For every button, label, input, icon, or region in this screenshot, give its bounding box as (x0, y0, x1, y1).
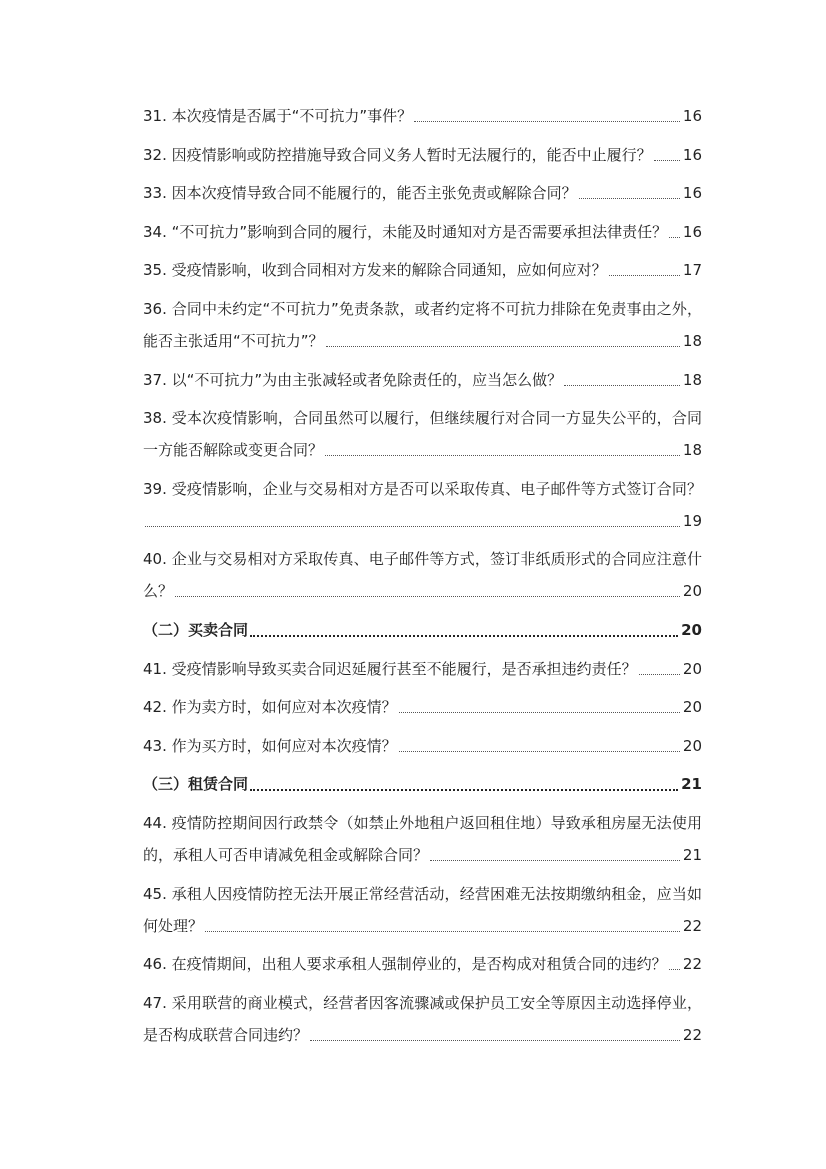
toc-entry-text: 35. 受疫情影响，收到合同相对方发来的解除合同通知，应如何应对？ (143, 261, 607, 280)
toc-entry-34 (143, 216, 702, 248)
toc-entry-text: 40. 企业与交易相对方采取传真、电子邮件等方式，签订非纸质形式的合同应注意什 (143, 550, 702, 569)
toc-page-number: 20 (681, 620, 702, 639)
toc-entry-text: 38. 受本次疫情影响，合同虽然可以履行，但继续履行对合同一方显失公平的，合同 (143, 409, 702, 428)
toc-page-number: 16 (682, 222, 702, 241)
toc-entry-42 (143, 691, 702, 723)
leader-dots (399, 730, 680, 752)
toc-page-number: 21 (681, 775, 702, 794)
leader-dots (579, 177, 680, 199)
toc-entry-41 (143, 653, 702, 685)
toc-page-number: 22 (682, 916, 702, 935)
leader-dots (639, 653, 680, 675)
toc-entry-text: 36. 合同中未约定“不可抗力”免责条款，或者约定将不可抗力排除在免责事由之外， (143, 299, 702, 318)
toc-page-number: 18 (682, 331, 702, 350)
toc-entry-47 (143, 987, 702, 1051)
toc-entry-38 (143, 402, 702, 466)
leader-dots (564, 364, 680, 386)
toc-entry-text: 能否主张适用“不可抗力”？ (143, 331, 324, 350)
toc-entry-43 (143, 730, 702, 762)
toc-entry-35 (143, 254, 702, 286)
leader-dots (399, 691, 680, 713)
toc-entry-32 (143, 139, 702, 171)
toc-entry-40 (143, 543, 702, 607)
toc-page-number: 22 (682, 955, 702, 974)
toc-entry-text: 何处理？ (143, 916, 204, 935)
toc-page-number: 22 (682, 1025, 702, 1044)
toc-entry-text: 33. 因本次疫情导致合同不能履行的，能否主张免责或解除合同？ (143, 184, 577, 203)
toc-entry-45 (143, 878, 702, 942)
toc-section-lease-contract (143, 768, 702, 800)
toc-page-number: 16 (682, 107, 702, 125)
toc-page-number: 21 (682, 845, 702, 864)
table-of-contents (143, 100, 702, 1057)
leader-dots (669, 948, 680, 970)
toc-entry-text: 39. 受疫情影响，企业与交易相对方是否可以采取传真、电子邮件等方式签订合同？ (143, 479, 702, 498)
toc-entry-text: 47. 采用联营的商业模式，经营者因客流骤减或保护员工安全等原因主动选择停业， (143, 993, 702, 1012)
leader-dots (430, 839, 680, 861)
leader-dots (175, 575, 680, 597)
toc-page-number: 18 (682, 370, 702, 389)
leader-dots (414, 100, 680, 122)
toc-entry-text: 是否构成联营合同违约？ (143, 1025, 309, 1044)
toc-page-number: 20 (682, 659, 702, 678)
toc-entry-text: 一方能否解除或变更合同？ (143, 441, 324, 460)
toc-entry-text: 么？ (143, 582, 174, 601)
toc-entry-37 (143, 364, 702, 396)
toc-entry-33 (143, 177, 702, 209)
toc-entry-text: 的，承租人可否申请减免租金或解除合同？ (143, 845, 429, 864)
toc-entry-text: 31. 本次疫情是否属于“不可抗力”事件？ (143, 107, 413, 125)
toc-entry-text: 32. 因疫情影响或防控措施导致合同义务人暂时无法履行的，能否中止履行？ (143, 145, 652, 164)
leader-dots (250, 614, 678, 637)
toc-page-number: 17 (682, 261, 702, 280)
leader-dots (205, 910, 680, 932)
toc-section-sales-contract (143, 614, 702, 646)
leader-dots (326, 325, 680, 347)
toc-page-number: 20 (682, 582, 702, 601)
toc-section-title: （三）租赁合同 (143, 775, 249, 794)
toc-page-number: 16 (682, 184, 702, 203)
toc-entry-text: 45. 承租人因疫情防控无法开展正常经营活动，经营困难无法按期缴纳租金，应当如 (143, 884, 702, 903)
toc-entry-text: 43. 作为买方时，如何应对本次疫情？ (143, 736, 397, 755)
leader-dots (669, 216, 680, 238)
toc-page-number: 20 (682, 698, 702, 717)
leader-dots (654, 139, 680, 161)
toc-entry-text: 37. 以“不可抗力”为由主张减轻或者免除责任的，应当怎么做？ (143, 370, 563, 389)
toc-entry-39 (143, 473, 702, 537)
leader-dots (609, 254, 680, 276)
toc-page-number: 19 (682, 511, 702, 530)
toc-page-number: 20 (682, 736, 702, 755)
toc-entry-36 (143, 293, 702, 357)
toc-entry-31 (143, 100, 702, 132)
toc-entry-text: 34. “不可抗力”影响到合同的履行，未能及时通知对方是否需要承担法律责任？ (143, 222, 668, 241)
leader-dots (325, 434, 680, 456)
toc-page-number: 18 (682, 441, 702, 460)
toc-entry-text: 42. 作为卖方时，如何应对本次疫情？ (143, 698, 397, 717)
leader-dots (145, 505, 680, 527)
leader-dots (250, 768, 678, 791)
toc-entry-46 (143, 948, 702, 980)
toc-entry-44 (143, 807, 702, 871)
toc-entry-text: 41. 受疫情影响导致买卖合同迟延履行甚至不能履行，是否承担违约责任？ (143, 659, 637, 678)
toc-entry-text: 44. 疫情防控期间因行政禁令（如禁止外地租户返回租住地）导致承租房屋无法使用 (143, 813, 702, 832)
toc-page-number: 16 (682, 145, 702, 164)
leader-dots (310, 1019, 680, 1041)
toc-section-title: （二）买卖合同 (143, 620, 249, 639)
toc-entry-text: 46. 在疫情期间，出租人要求承租人强制停业的，是否构成对租赁合同的违约？ (143, 955, 667, 974)
